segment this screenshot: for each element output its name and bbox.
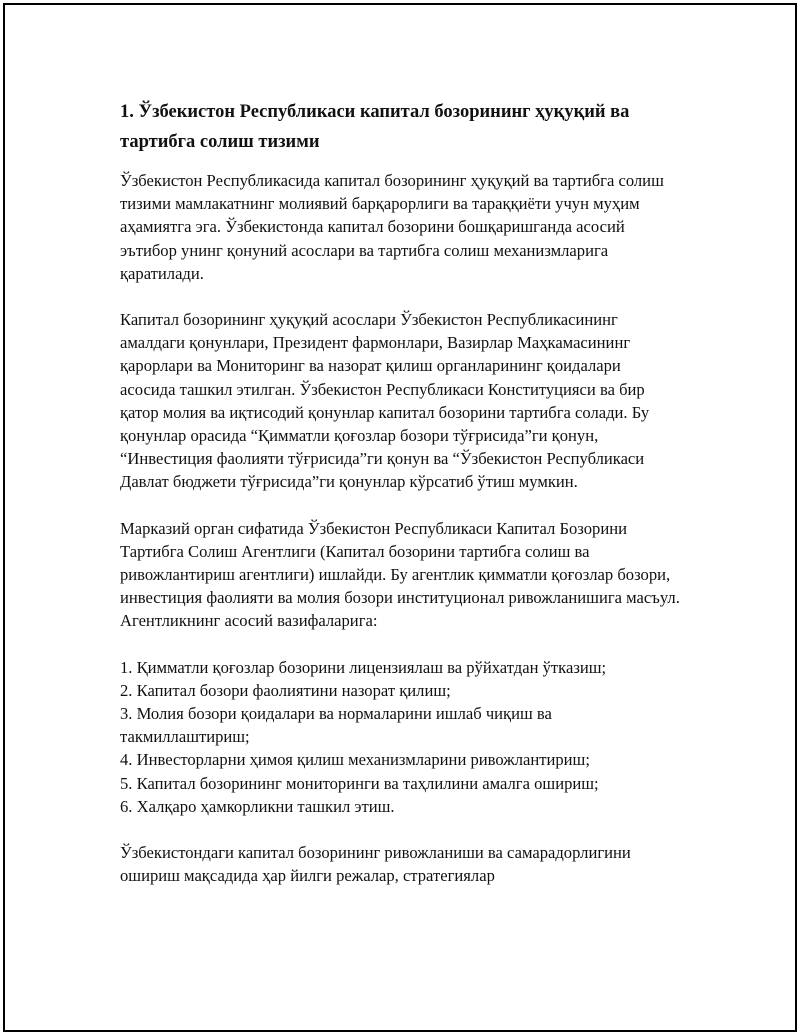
paragraph-central-agency: Марказий орган сифатида Ўзбекистон Республикаси Капитал Бозорини Тартибга Солиш Агентлиги (Капитал бозорини тартибга солиш ва ривожлантириш агентлиги) ишлайди. Бу агентлик қимматли қоғозлар бозори, инвестиция фаолияти ва молия бозори институционал ривожланишига масъул. Агентликнинг асосий вазифаларига: [120, 518, 680, 631]
list-item: 1. Қимматли қоғозлар бозорини лицензиялаш ва рўйхатдан ўтказиш; [120, 657, 607, 677]
list-item: 4. Инвесторларни ҳимоя қилиш механизмларини ривожлантириш; [120, 750, 590, 770]
document-page [3, 3, 797, 1032]
list-item: 3. Молия бозори қоидалари ва нормаларини ишлаб чиқиш ва такмиллаштириш; [120, 704, 552, 747]
agency-tasks-list [120, 656, 680, 818]
paragraph-legal-basis: Капитал бозорининг ҳуқуқий асослари Ўзбекистон Республикасининг амалдаги қонунлари, Президент фармонлари, Вазирлар Маҳкамасининг қарорлари ва Мониторинг ва назорат қилиш органларининг қоидалари асосида ташкил этилган. Ўзбекистон Республикаси Конституцияси ва бир қатор молия ва иқтисодий қонунлар капитал бозорини тартибга солади. Бу қонунлар орасида “Қимматли қоғозлар бозори тўғрисида”ги қонун, “Инвестиция фаолияти тўғрисида”ги қонун ва “Ўзбекистон Республикаси Давлат бюджети тўғрисида”ги қонунлар кўрсатиб ўтиш мумкин. [120, 310, 650, 492]
list-item: 2. Капитал бозори фаолиятини назорат қилиш; [120, 680, 451, 700]
document-content [120, 97, 680, 910]
list-item: 5. Капитал бозорининг мониторинги ва таҳлилини амалга ошириш; [120, 773, 599, 793]
paragraph-intro: Ўзбекистон Республикасида капитал бозорининг ҳуқуқий ва тартибга солиш тизими мамлакатнинг молиявий барқарорлиги ва тараққиёти учун муҳим аҳамиятга эга. Ўзбекистонда капитал бозорини бошқаришганда асосий эътибор унинг қонуний асослари ва тартибга солиш механизмларига қаратилади. [120, 171, 664, 283]
section-heading: 1. Ўзбекистон Республикаси капитал бозорининг ҳуқуқий ва тартибга солиш тизими [120, 102, 630, 152]
list-item: 6. Халқаро ҳамкорликни ташкил этиш. [120, 796, 395, 816]
paragraph-closing: Ўзбекистондаги капитал бозорининг ривожланиши ва самарадорлигини ошириш мақсадида ҳар йилги режалар, стратегиялар [120, 843, 631, 886]
